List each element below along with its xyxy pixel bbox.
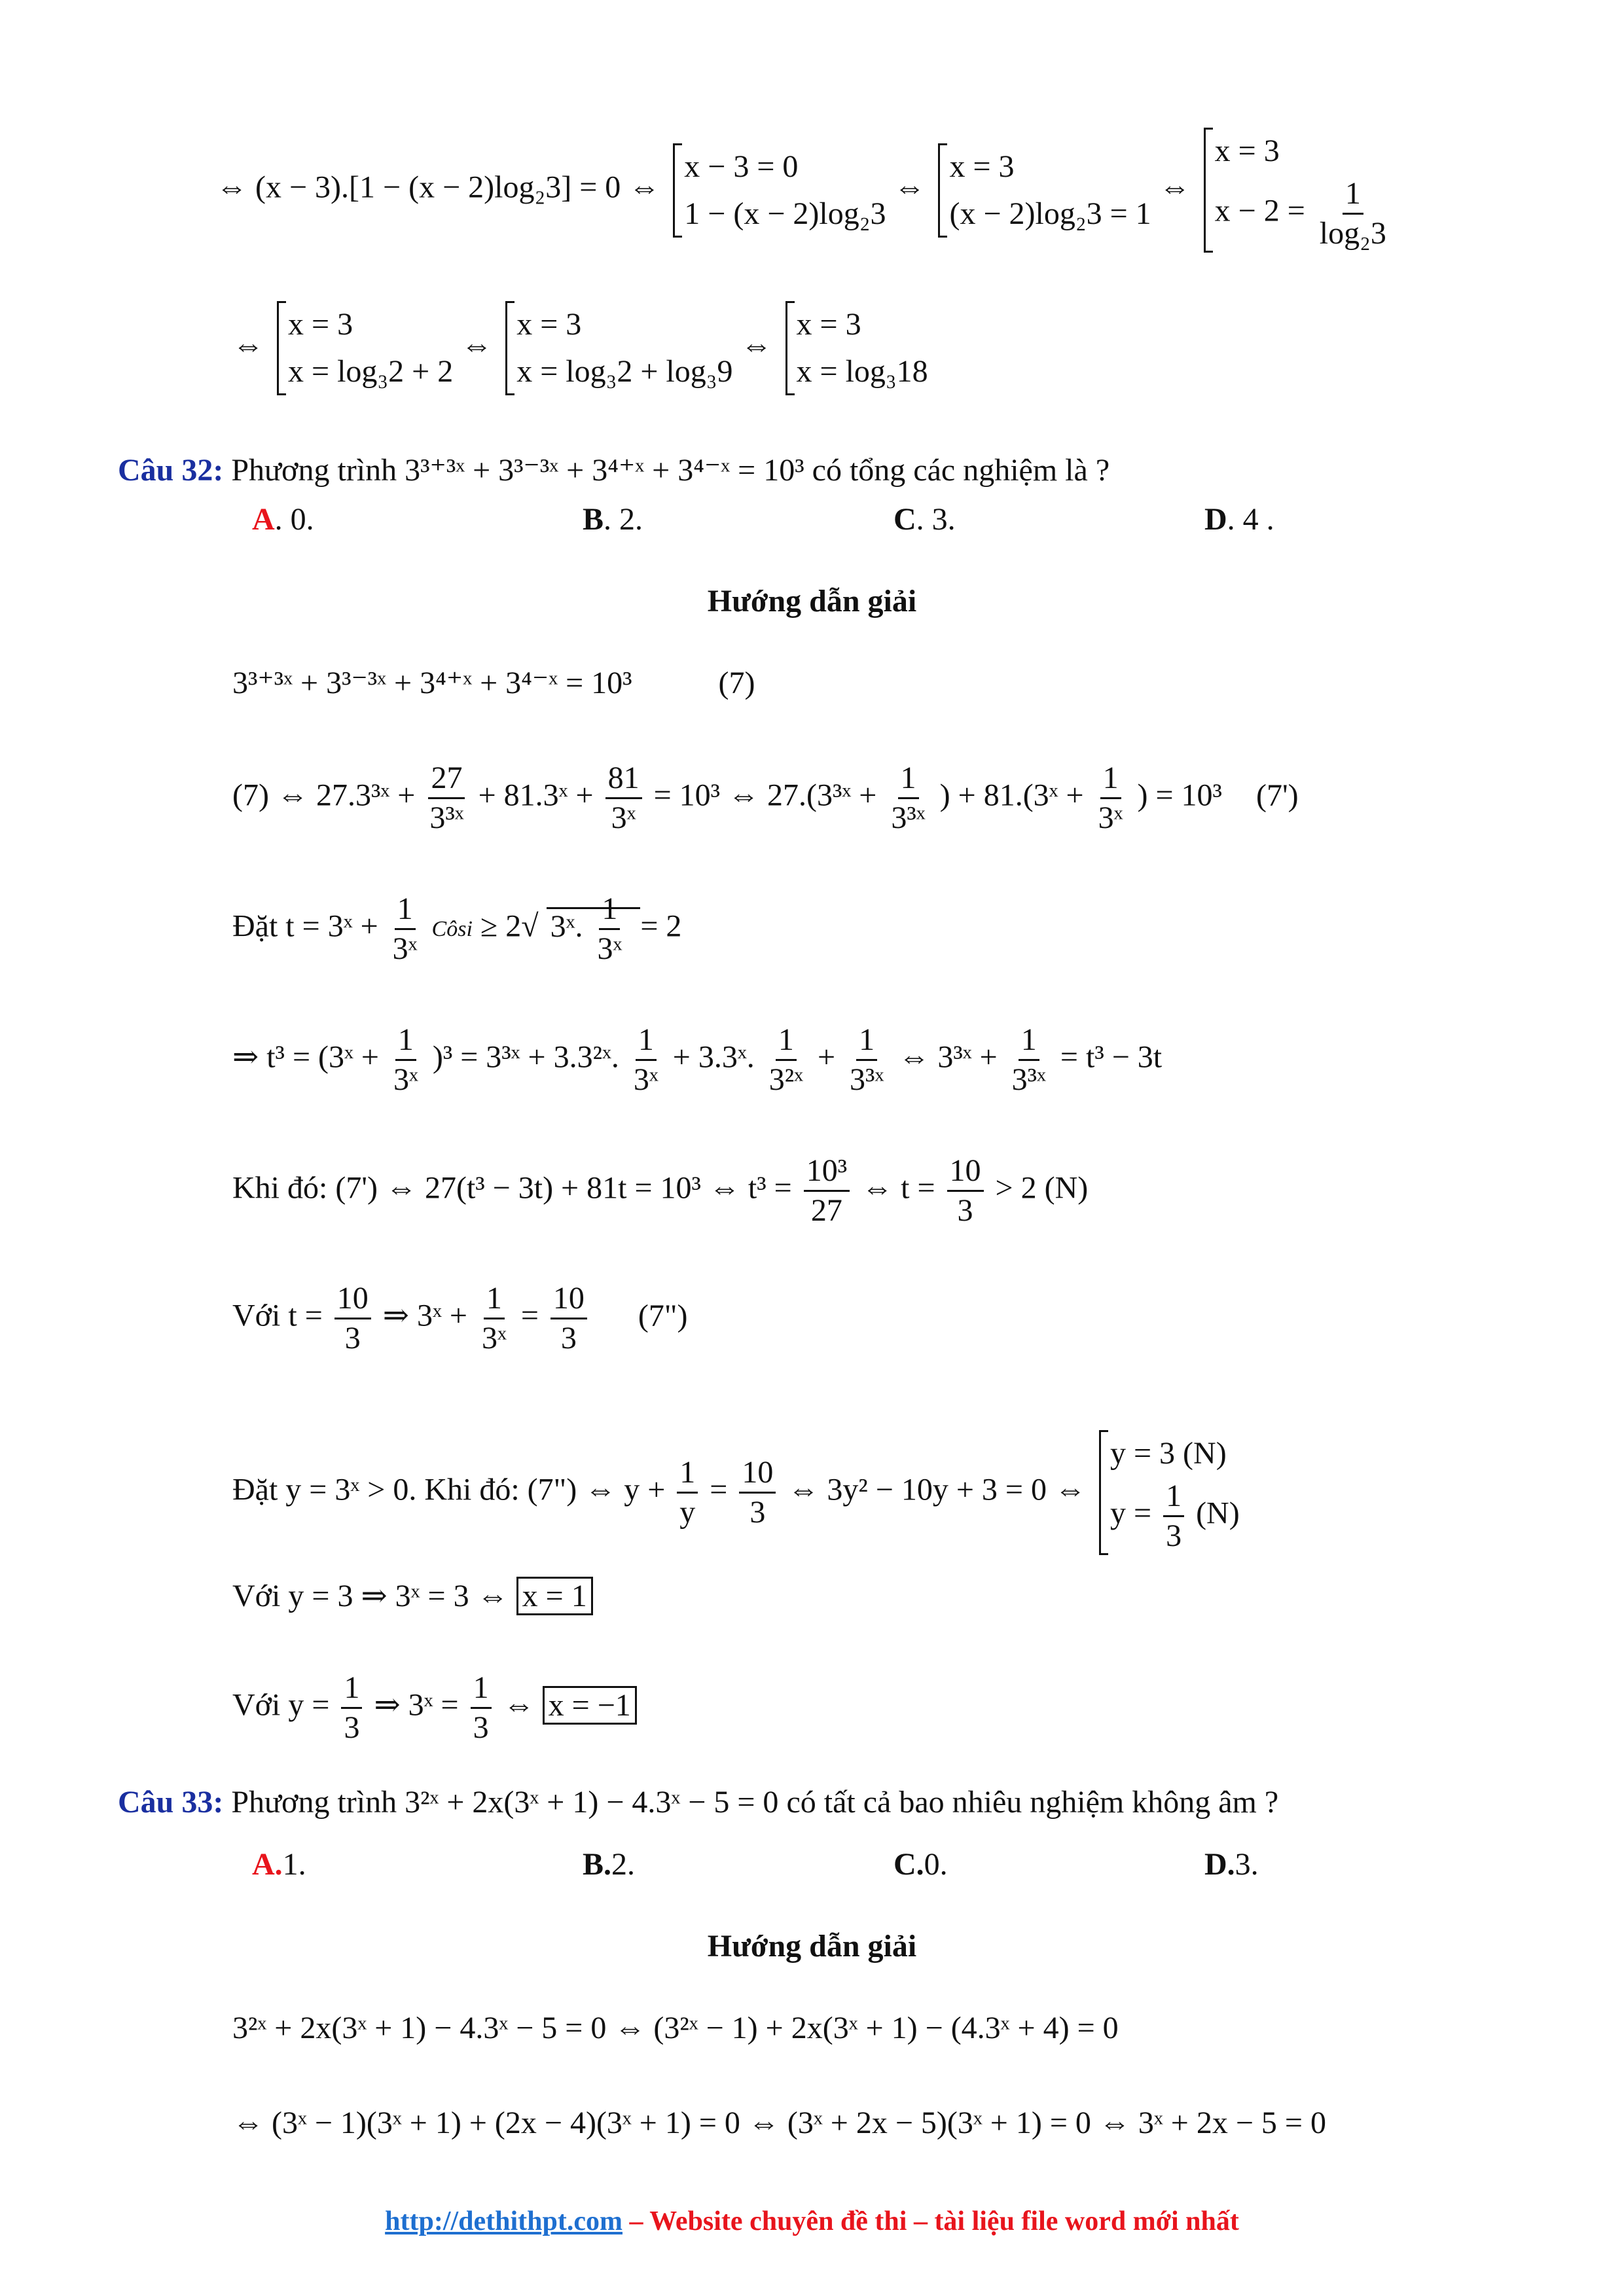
equation-tag: (7") — [638, 1298, 688, 1333]
option-value: 0. — [924, 1847, 948, 1882]
fraction — [739, 1454, 776, 1532]
numerator: 1 — [1163, 1477, 1184, 1517]
question-33 — [118, 1784, 1278, 1821]
equation-text: = 10³ ⇔ 27.(3³ˣ + — [653, 778, 877, 813]
equation-text: ⇔ 3³ˣ + — [898, 1039, 998, 1075]
denominator: 3ˣ — [481, 1321, 507, 1355]
denominator: 3ˣ — [1098, 800, 1123, 835]
equation-text: > 2 (N) — [995, 1170, 1089, 1206]
numerator: 10 — [739, 1454, 776, 1494]
fraction — [594, 890, 624, 968]
iff-symbol: ⇔ — [461, 328, 493, 363]
option-a[interactable] — [252, 501, 314, 539]
fraction — [390, 890, 420, 968]
denominator: 3 — [957, 1193, 973, 1228]
bracket-row: x = 3 — [516, 307, 582, 342]
option-key: D — [1204, 502, 1227, 537]
numerator: 1 — [395, 890, 416, 930]
case-bracket — [785, 301, 928, 395]
equation-text: + — [817, 1039, 836, 1075]
option-key: A. — [252, 1847, 283, 1882]
denominator: 3 — [1166, 1518, 1182, 1553]
q32-step-9 — [232, 1669, 637, 1747]
numerator: 81 — [605, 759, 642, 799]
denominator: 3 — [344, 1710, 360, 1745]
equation-text: Với t = — [232, 1298, 323, 1333]
numerator: 27 — [428, 759, 465, 799]
numerator: 1 — [395, 1021, 416, 1061]
numerator: 10³ — [804, 1152, 850, 1192]
question-text: có tổng các nghiệm là ? — [812, 453, 1110, 488]
option-value: 2. — [611, 1847, 636, 1882]
option-d[interactable] — [1204, 501, 1274, 539]
numerator: 1 — [1343, 175, 1363, 215]
equation-text: = 2 — [640, 908, 682, 944]
option-d[interactable] — [1204, 1846, 1259, 1884]
q32-step-5 — [232, 1152, 1088, 1230]
case-bracket — [1204, 128, 1393, 253]
case-bracket — [1099, 1430, 1240, 1555]
q32-step-3 — [232, 890, 681, 968]
fraction — [334, 1280, 371, 1357]
bracket-row: x = 3 — [1214, 134, 1280, 168]
equation-text: + 3.3ˣ. — [672, 1039, 755, 1075]
q32-step-8 — [232, 1577, 593, 1615]
option-value: 1. — [282, 1847, 306, 1882]
q32-step-6 — [232, 1280, 687, 1357]
iff-symbol: ⇔ — [232, 328, 264, 363]
option-b[interactable] — [583, 1846, 635, 1884]
fraction — [677, 1454, 698, 1532]
option-value: . 2. — [604, 502, 643, 537]
fraction — [1096, 759, 1126, 837]
numerator: 1 — [599, 890, 620, 930]
denominator: 3ˣ — [392, 931, 418, 966]
equation-text: Đặt t = 3ˣ + — [232, 908, 378, 944]
bracket-row: x = log₃2 + 2 — [288, 354, 454, 389]
fraction — [1009, 1021, 1049, 1099]
equation-text: Đặt y = 3ˣ > 0. Khi đó: (7") ⇔ y + — [232, 1472, 666, 1507]
bracket-row: x = log₃2 + log₃9 — [516, 354, 733, 389]
denominator: 3 — [473, 1710, 489, 1745]
fraction — [341, 1669, 362, 1747]
bracket-row: x = log₃18 — [796, 354, 928, 389]
case-bracket — [505, 301, 732, 395]
bracket-row — [1110, 1477, 1240, 1555]
question-equation: 3²ˣ + 2x(3ˣ + 1) − 4.3ˣ − 5 = 0 — [405, 1785, 779, 1820]
equation-tag: (7') — [1255, 778, 1299, 813]
denominator: 3 — [560, 1321, 577, 1355]
equation-text: Khi đó: (7') ⇔ 27(t³ − 3t) + 81t = 10³ ⇔ t³ = — [232, 1170, 792, 1206]
question-32 — [118, 452, 1110, 490]
option-key: A — [252, 502, 275, 537]
numerator: 1 — [1019, 1021, 1039, 1061]
denominator: 3 — [749, 1495, 766, 1530]
question-text: Phương trình — [231, 453, 397, 488]
option-c[interactable] — [893, 1846, 948, 1884]
answer-box: x = −1 — [543, 1686, 637, 1725]
fraction — [471, 1669, 492, 1747]
bracket-row — [1215, 175, 1393, 253]
equation-text: Với y = 3 ⇒ 3ˣ = 3 ⇔ — [232, 1579, 509, 1613]
footer — [0, 2206, 1624, 2237]
cosi-label: Côsi — [431, 916, 473, 941]
q33-step-2: ⇔ (3ˣ − 1)(3ˣ + 1) + (2x − 4)(3ˣ + 1) = 0 ⇔ (3ˣ + 2x − 5)(3ˣ + 1) = 0 ⇔ 3ˣ + 2x − 5 = 0 — [232, 2106, 1326, 2140]
answer-box: x = 1 — [516, 1577, 593, 1615]
denominator: 3ˣ — [611, 800, 636, 835]
equation-text: (7) ⇔ 27.3³ˣ + — [232, 778, 416, 813]
fraction — [767, 1021, 806, 1099]
bracket-row: x − 3 = 0 — [684, 149, 799, 184]
denominator: y — [679, 1495, 696, 1530]
denominator: 3³ˣ — [891, 800, 926, 835]
equation-text: x − 2 = — [1214, 193, 1305, 228]
bracket-row: (x − 2)log₂3 = 1 — [949, 196, 1151, 231]
iff-symbol: ⇔ — [1159, 170, 1191, 205]
equation-text: ⇔ (x − 3).[1 − (x − 2)log₂3] = 0 ⇔ — [216, 170, 660, 205]
denominator: 3ˣ — [597, 931, 623, 966]
option-key: B. — [583, 1847, 612, 1882]
fraction — [631, 1021, 661, 1099]
denominator: 3ˣ — [393, 1062, 418, 1097]
case-bracket — [277, 301, 453, 395]
option-b[interactable] — [583, 501, 643, 539]
fraction — [1163, 1477, 1184, 1555]
equation-text: ⇔ t = — [861, 1170, 935, 1206]
question-text: có tất cả bao nhiêu nghiệm không âm ? — [786, 1785, 1279, 1820]
denominator: 3³ˣ — [850, 1062, 884, 1097]
solution-line-2 — [232, 301, 928, 395]
equation-text: ⇒ 3ˣ = — [374, 1687, 459, 1723]
equation-text: + 81.3ˣ + — [478, 778, 594, 813]
question-equation: 3³⁺³ˣ + 3³⁻³ˣ + 3⁴⁺ˣ + 3⁴⁻ˣ = 10³ — [405, 453, 804, 488]
question-label: Câu 33: — [118, 1785, 224, 1820]
denominator: 3 — [344, 1321, 361, 1355]
fraction — [1317, 175, 1389, 253]
fraction — [550, 1280, 587, 1357]
option-c[interactable] — [893, 501, 956, 539]
equation-text: ⇒ 3ˣ + — [382, 1298, 467, 1333]
guide-title: Hướng dẫn giải — [707, 584, 917, 619]
equation-text: (N) — [1196, 1496, 1240, 1531]
numerator: 1 — [471, 1669, 492, 1709]
bracket-row: y = 3 (N) — [1110, 1436, 1227, 1471]
denominator: 3ˣ — [633, 1062, 659, 1097]
equation-text: ⇔ 3y² − 10y + 3 = 0 ⇔ — [787, 1472, 1086, 1507]
numerator: 10 — [947, 1152, 984, 1192]
square-root — [547, 891, 641, 966]
numerator: 10 — [334, 1280, 371, 1319]
bracket-row: x = 3 — [796, 307, 861, 342]
option-value: 3. — [1235, 1847, 1259, 1882]
numerator: 1 — [484, 1280, 505, 1319]
q32-step-1 — [232, 664, 755, 702]
denominator: 3²ˣ — [768, 1062, 803, 1097]
case-bracket — [938, 143, 1151, 238]
numerator: 1 — [677, 1454, 698, 1494]
equation-text: ⇒ t³ = (3ˣ + — [232, 1039, 379, 1075]
footer-text: – Website chuyên đề thi – tài liệu file word mới nhất — [623, 2206, 1239, 2236]
option-key: B — [583, 502, 604, 537]
q32-step-4 — [232, 1021, 1162, 1099]
fraction — [427, 759, 466, 837]
option-key: D. — [1204, 1847, 1235, 1882]
bracket-row: 1 − (x − 2)log₂3 — [684, 196, 886, 231]
numerator: 1 — [636, 1021, 657, 1061]
equation-text: ) = 10³ — [1137, 778, 1222, 813]
iff-symbol: ⇔ — [740, 328, 772, 363]
numerator: 1 — [898, 759, 919, 799]
numerator: 1 — [776, 1021, 797, 1061]
equation-text: ≥ 2√ — [480, 908, 539, 944]
equation-tag: (7) — [718, 666, 755, 700]
equation-text: y = — [1110, 1496, 1152, 1531]
denominator: log₂3 — [1319, 216, 1386, 251]
fraction — [479, 1280, 509, 1357]
equation-text: )³ = 3³ˣ + 3.3²ˣ. — [432, 1039, 619, 1075]
denominator: 27 — [810, 1193, 842, 1228]
equation-text: = — [520, 1298, 539, 1333]
iff-symbol: ⇔ — [893, 170, 926, 205]
fraction — [947, 1152, 984, 1230]
numerator: 1 — [1100, 759, 1121, 799]
case-bracket — [673, 143, 886, 238]
denominator: 3³ˣ — [1011, 1062, 1046, 1097]
q32-step-7 — [232, 1430, 1240, 1555]
equation-text: 3ˣ. — [550, 908, 583, 944]
fraction — [888, 759, 928, 837]
equation-text: = — [710, 1472, 728, 1507]
question-label: Câu 32: — [118, 453, 224, 488]
guide-title: Hướng dẫn giải — [707, 1929, 917, 1964]
bracket-row: x = 3 — [949, 149, 1015, 184]
option-key: C — [893, 502, 916, 537]
fraction — [605, 759, 642, 837]
fraction — [804, 1152, 850, 1230]
question-text: Phương trình — [231, 1785, 397, 1820]
option-value: . 4 . — [1227, 502, 1274, 537]
numerator: 1 — [341, 1669, 362, 1709]
denominator: 3³ˣ — [429, 800, 464, 835]
fraction — [847, 1021, 886, 1099]
q32-step-2 — [232, 759, 1299, 837]
equation-text: = t³ − 3t — [1060, 1039, 1163, 1075]
footer-link[interactable]: http://dethithpt.com — [385, 2206, 623, 2236]
numerator: 10 — [550, 1280, 587, 1319]
solution-line-1 — [216, 128, 1393, 253]
cosi-inequality — [432, 918, 473, 941]
option-a[interactable] — [252, 1846, 306, 1884]
equation-text: Với y = — [232, 1687, 330, 1723]
numerator: 1 — [856, 1021, 877, 1061]
equation-text: ⇔ — [503, 1687, 535, 1723]
bracket-row: x = 3 — [288, 307, 353, 342]
option-key: C. — [893, 1847, 924, 1882]
equation-text: ) + 81.(3ˣ + — [939, 778, 1084, 813]
option-value: . 3. — [916, 502, 956, 537]
fraction — [391, 1021, 421, 1099]
equation-text: 3³⁺³ˣ + 3³⁻³ˣ + 3⁴⁺ˣ + 3⁴⁻ˣ = 10³ — [232, 666, 632, 700]
option-value: . 0. — [274, 502, 314, 537]
q33-step-1: 3²ˣ + 2x(3ˣ + 1) − 4.3ˣ − 5 = 0 ⇔ (3²ˣ − 1) + 2x(3ˣ + 1) − (4.3ˣ + 4) = 0 — [232, 2011, 1119, 2045]
